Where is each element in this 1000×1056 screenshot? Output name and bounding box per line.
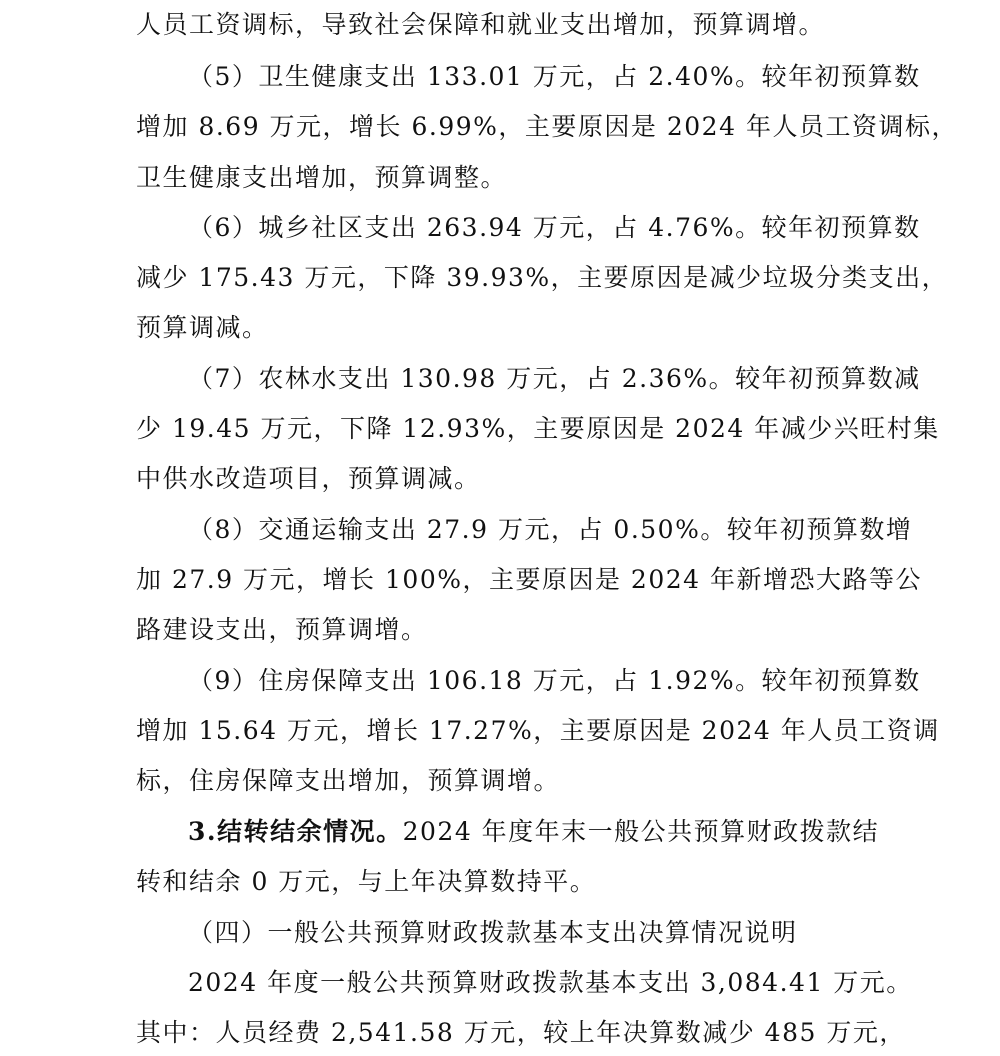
paragraph-line: 2024 年度一般公共预算财政拨款基本支出 3,084.41 万元。 (188, 968, 913, 997)
text-line: 路建设支出，预算调增。 (136, 615, 428, 644)
text-line: 减少 175.43 万元，下降 39.93%，主要原因是减少垃圾分类支出， (136, 263, 949, 292)
text-line: 中供水改造项目，预算调减。 (136, 464, 481, 493)
text-line: 转和结余 0 万元，与上年决算数持平。 (136, 867, 597, 896)
text-line: 卫生健康支出增加，预算调整。 (136, 163, 508, 192)
text-line: 人员工资调标，导致社会保障和就业支出增加，预算调增。 (136, 10, 826, 39)
section-heading: 3.结转结余情况。 (188, 817, 403, 846)
text-line: 增加 8.69 万元，增长 6.99%，主要原因是 2024 年人员工资调标， (136, 112, 958, 141)
text-line: 标，住房保障支出增加，预算调增。 (136, 766, 561, 795)
paragraph-line: （6）城乡社区支出 263.94 万元，占 4.76%。较年初预算数 (188, 213, 921, 242)
text-line: 预算调减。 (136, 313, 269, 342)
text-line: 少 19.45 万元，下降 12.93%，主要原因是 2024 年减少兴旺村集 (136, 414, 940, 443)
section-title: （四）一般公共预算财政拨款基本支出决算情况说明 (188, 918, 798, 947)
paragraph-line (188, 815, 896, 849)
paragraph-line: （7）农林水支出 130.98 万元，占 2.36%。较年初预算数减 (188, 364, 921, 393)
paragraph-line: （5）卫生健康支出 133.01 万元，占 2.40%。较年初预算数 (188, 62, 921, 91)
text-line: 其中：人员经费 2,541.58 万元，较上年决算数减少 485 万元， (136, 1018, 906, 1047)
paragraph-text: 2024 年度年末一般公共预算财政拨款结 (402, 817, 880, 846)
text-line: 增加 15.64 万元，增长 17.27%，主要原因是 2024 年人员工资调 (136, 716, 940, 745)
text-line: 加 27.9 万元，增长 100%，主要原因是 2024 年新增恐大路等公 (136, 565, 922, 594)
paragraph-line: （8）交通运输支出 27.9 万元，占 0.50%。较年初预算数增 (188, 515, 913, 544)
paragraph-line: （9）住房保障支出 106.18 万元，占 1.92%。较年初预算数 (188, 666, 921, 695)
